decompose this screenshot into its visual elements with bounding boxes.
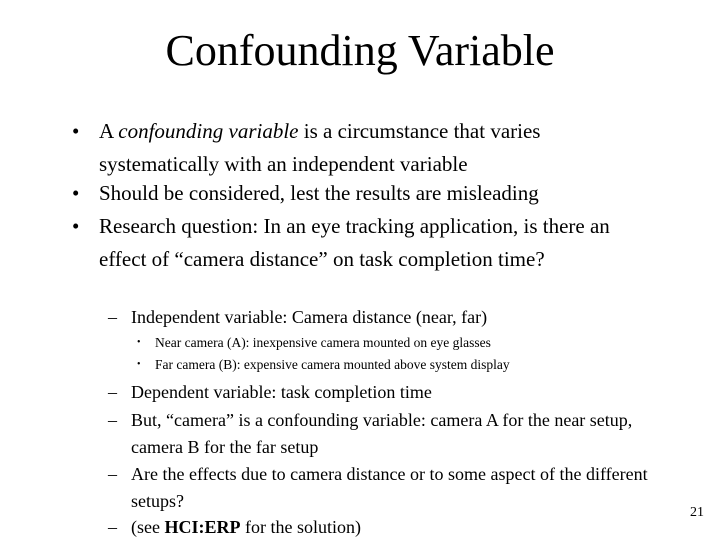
sub-bullet-text: But, “camera” is a confounding variable: camera A for the near setup, camera B for the far setup bbox=[131, 410, 633, 457]
bullet-research-question bbox=[72, 210, 662, 276]
bullet-marker: • bbox=[72, 119, 80, 143]
bullet-marker: • bbox=[137, 359, 141, 370]
sub-bullet-see-solution bbox=[108, 514, 648, 541]
bullet-marker: • bbox=[72, 214, 80, 238]
sub-bullet-text: Are the effects due to camera distance or to some aspect of the different setups? bbox=[131, 464, 648, 511]
bullet-text: Should be considered, lest the results are misleading bbox=[99, 181, 539, 205]
dash-marker: – bbox=[108, 382, 117, 402]
sub-bullet-dependent-variable bbox=[108, 379, 648, 406]
dash-marker: – bbox=[108, 410, 117, 430]
dash-marker: – bbox=[108, 307, 117, 327]
emphasis-confounding-variable: confounding variable bbox=[118, 119, 299, 143]
bullet-marker: • bbox=[137, 337, 141, 348]
sub-bullet-text: Dependent variable: task completion time bbox=[131, 382, 432, 402]
dash-marker: – bbox=[108, 517, 117, 537]
bullet-text: Research question: In an eye tracking application, is there an effect of “camera distance” on task completion time? bbox=[99, 214, 610, 271]
page-number: 21 bbox=[690, 505, 704, 520]
sub-bullet-text-rest: for the solution) bbox=[240, 517, 361, 537]
subsub-bullet-text: Near camera (A): inexpensive camera mounted on eye glasses bbox=[155, 335, 491, 350]
sub-bullet-effects-question bbox=[108, 461, 648, 514]
dash-marker: – bbox=[108, 464, 117, 484]
bullet-text-rest: is a circumstance that varies systematically with an independent variable bbox=[99, 119, 541, 176]
sub-bullet-text-lead: (see bbox=[131, 517, 165, 537]
sub-bullet-text: Independent variable: Camera distance (near, far) bbox=[131, 307, 488, 327]
sub-bullet-independent-variable bbox=[108, 304, 648, 331]
bullet-should-consider bbox=[72, 177, 662, 210]
bullet-text-lead: A bbox=[99, 119, 119, 143]
subsub-bullet-far-camera bbox=[137, 354, 657, 375]
sub-bullet-camera-confound bbox=[108, 407, 648, 460]
subsub-bullet-text: Far camera (B): expensive camera mounted above system display bbox=[155, 357, 510, 372]
subsub-bullet-near-camera bbox=[137, 332, 657, 353]
bullet-marker: • bbox=[72, 181, 80, 205]
hci-erp-reference: HCI:ERP bbox=[164, 517, 241, 537]
bullet-confounding-definition bbox=[72, 115, 662, 181]
bullet-text bbox=[99, 115, 662, 181]
slide-title: Confounding Variable bbox=[165, 26, 555, 75]
sub-bullet-text bbox=[131, 514, 648, 541]
